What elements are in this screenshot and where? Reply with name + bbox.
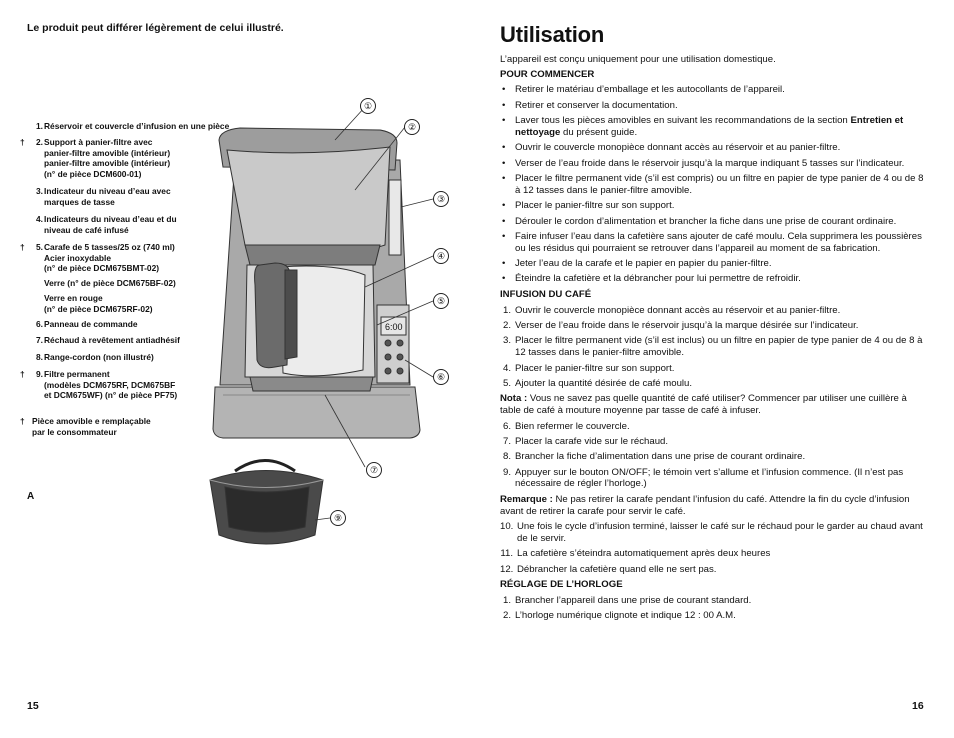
brewing-steps-a [500,305,925,390]
list-item: 6. Bien refermer le couvercle. [502,420,630,432]
note-paragraph: Nota : Vous ne savez pas quelle quantité de café utiliser? Commencer par utiliser une cuillère à table de café à mouture moyenne par tasse de café à infuser. [500,393,907,417]
list-item: • Verser de l’eau froide dans le réservoir jusqu’à la marque indiquant 5 tasses sur l’indicateur. [502,157,905,169]
page-number-left: 15 [27,700,39,712]
callout-4: ④ [433,248,449,264]
list-item: • Jeter l’eau de la carafe et le papier en papier du panier-filtre. [502,258,772,270]
list-item: 7. Placer la carafe vide sur le réchaud. [502,435,669,447]
callout-6: ⑥ [433,369,449,385]
list-item: • Retirer et conserver la documentation. [502,99,678,111]
page-title: Utilisation [500,22,605,47]
brewing-steps-c [500,521,925,575]
callout-2: ② [404,119,420,135]
list-item: 4. Placer le panier-filtre sur son support. [502,362,675,374]
section-heading-start: POUR COMMENCER [500,68,595,80]
callout-3: ③ [433,191,449,207]
list-item: • Faire infuser l’eau dans la cafetière sans ajouter de café moulu. Cela supprimera les poussières ou les résidus qui pourraient se retrouver dans l’appareil au moment de sa fabrication. [502,230,922,254]
list-item: 11. La cafetière s’éteindra automatiquement après deux heures [500,548,771,560]
list-item: 5. Ajouter la quantité désirée de café moulu. [502,378,693,390]
list-item: • Ouvrir le couvercle monopièce donnant accès au réservoir et au panier-filtre. [502,142,841,154]
list-item: • Laver tous les pièces amovibles en suivant les recommandations de la section Entretien et nettoyage du présent guide. [502,114,904,138]
list-item: 12. Débrancher la cafetière quand elle ne sert pas. [500,563,717,575]
list-item: • Éteindre la cafetière et la débrancher pour lui permettre de refroidir. [502,273,801,285]
list-item: 2. Verser de l’eau froide dans le réservoir jusqu’à la marque désirée sur l’indicateur. [502,320,859,332]
list-item: 3. Placer le filtre permanent vide (s’il est inclus) ou un filtre en papier de type panier de 4 ou de 8 à 12 tasses dans le panier-filtre amovible. [502,335,923,359]
callout-9: ⑨ [330,510,346,526]
callout-1: ① [360,98,376,114]
illustration-disclaimer: Le produit peut différer légèrement de celui illustré. [27,22,284,34]
usage-instructions [500,54,925,622]
list-item: 10. Une fois le cycle d’infusion terminé, laisser le café sur le réchaud pour le garder au chaud avant de le servir. [500,520,923,544]
callout-7: ⑦ [366,462,382,478]
callout-5: ⑤ [433,293,449,309]
intro-text: L’appareil est conçu uniquement pour une utilisation domestique. [500,54,776,65]
clock-steps [500,595,925,622]
list-item: • Retirer le matériau d’emballage et les autocollants de l’appareil. [502,84,785,96]
list-item: 1. Ouvrir le couvercle monopièce donnant accès au réservoir et au panier-filtre. [502,304,841,316]
remark-paragraph: Remarque : Ne pas retirer la carafe pendant l’infusion du café. Attendre la fin du cycle d’infusion avant de retirer la carafe pour servir le café. [500,493,910,517]
section-heading-clock: RÉGLAGE DE L’HORLOGE [500,579,623,591]
list-item: • Placer le filtre permanent vide (s’il est compris) ou un filtre en papier de type panier de 4 ou de 8 à 12 tasses dans le panier-filtre amovible. [502,172,924,196]
list-item: 2. L’horloge numérique clignote et indique 12 : 00 A.M. [502,610,736,622]
page-number-right: 16 [912,700,924,712]
clock-display: 6:00 [385,322,403,332]
list-item: 8. Brancher la fiche d’alimentation dans une prise de courant ordinaire. [502,451,806,463]
start-list [500,84,925,285]
figure-letter: A [27,491,35,502]
list-item: • Dérouler le cordon d’alimentation et brancher la fiche dans une prise de courant ordinaire. [502,215,897,227]
list-item: • Placer le panier-filtre sur son support. [502,200,675,212]
list-item: 1. Brancher l’appareil dans une prise de courant standard. [502,594,752,606]
coffee-maker-illustration [205,95,465,555]
section-heading-brewing: INFUSION DU CAFÉ [500,289,592,301]
list-item: 9. Appuyer sur le bouton ON/OFF; le témoin vert s’allume et l’infusion commence. (Il n’est pas nécessaire de régler l’horloge.) [502,466,904,490]
brewing-steps-b [500,421,925,491]
